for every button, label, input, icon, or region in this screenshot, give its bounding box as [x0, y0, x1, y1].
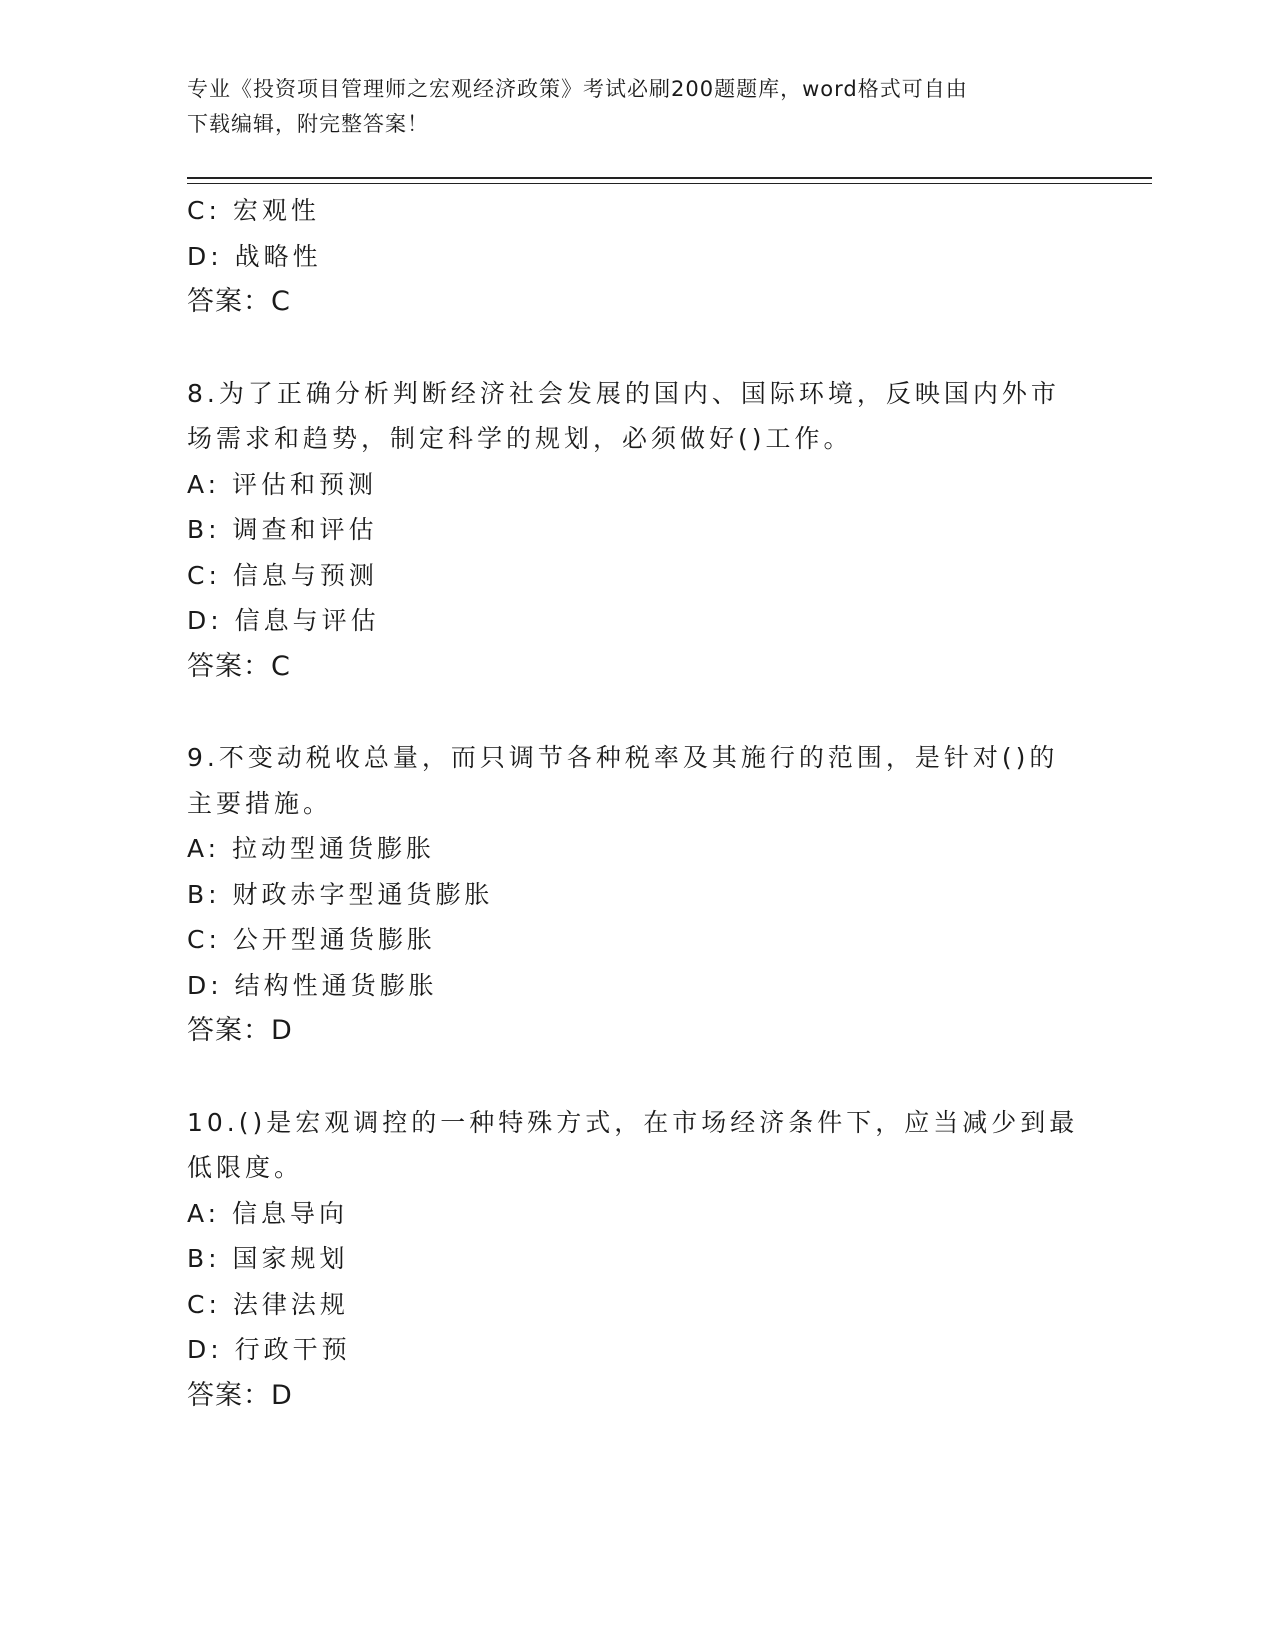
question-8: [187, 371, 1087, 690]
option-b: B: 调查和评估: [187, 515, 378, 544]
option-c: C: 公开型通货膨胀: [187, 925, 436, 954]
question-stem-line-2: 场需求和趋势，制定科学的规划，必须做好()工作。: [187, 424, 853, 453]
answer: 答案：D: [187, 1379, 293, 1411]
option-b: B: 财政赤字型通货膨胀: [187, 879, 494, 909]
option-c: C: 宏观性: [187, 196, 320, 225]
question-list: [187, 188, 1087, 1418]
question-stem-line-2: 主要措施。: [187, 788, 333, 818]
document-header: [187, 72, 1087, 142]
question-9: [187, 735, 1087, 1054]
header-divider-thick: [187, 177, 1152, 179]
question-stem-line-1: 10.()是宏观调控的一种特殊方式，在市场经济条件下，应当减少到最: [187, 1107, 1079, 1137]
header-line-2: 下载编辑，附完整答案！: [187, 112, 429, 136]
option-d: D: 行政干预: [187, 1335, 351, 1364]
question-stem-line-1: 8.为了正确分析判断经济社会发展的国内、国际环境，反映国内外市: [187, 378, 1060, 408]
question-10: [187, 1100, 1087, 1419]
header-divider-thin: [187, 183, 1152, 184]
question-stem-line-1: 9.不变动税收总量，而只调节各种税率及其施行的范围，是针对()的: [187, 743, 1059, 772]
question-7-fragment: [187, 188, 1087, 325]
option-d: D: 结构性通货膨胀: [187, 970, 438, 1000]
option-b: B: 国家规划: [187, 1244, 349, 1273]
answer: 答案：C: [187, 286, 291, 317]
option-a: A: 信息导向: [187, 1198, 349, 1228]
question-stem-line-2: 低限度。: [187, 1153, 304, 1182]
option-a: A: 拉动型通货膨胀: [187, 834, 436, 863]
option-d: D: 信息与评估: [187, 606, 380, 635]
option-c: C: 信息与预测: [187, 560, 378, 590]
option-a: A: 评估和预测: [187, 469, 378, 499]
answer: 答案：D: [187, 1015, 293, 1046]
option-d: D: 战略性: [187, 241, 322, 271]
option-c: C: 法律法规: [187, 1289, 349, 1319]
header-line-1: 专业《投资项目管理师之宏观经济政策》考试必刷200题题库，word格式可自由: [187, 77, 968, 101]
answer: 答案：C: [187, 650, 291, 682]
